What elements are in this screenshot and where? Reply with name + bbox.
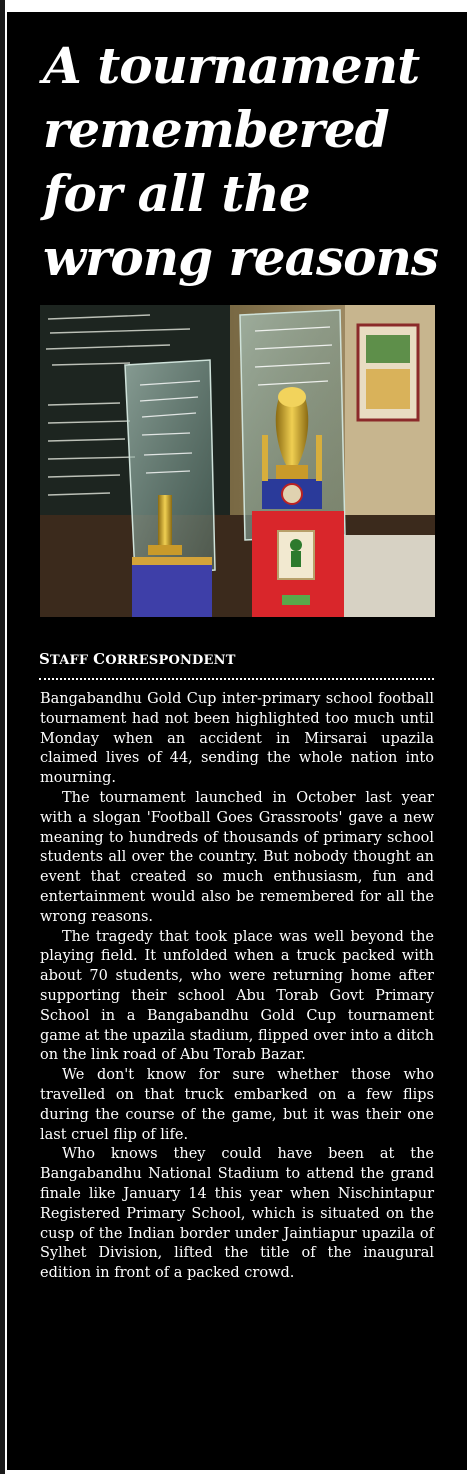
trophy-photo-icon xyxy=(40,305,435,617)
paragraph: Who knows they could have been at the Bangabandhu National Stadium to attend the grand finale like January 14 this year when Nischintapur Registered Primary School, which is situated on the cusp of the Indian border under Jaintiapur upazila of Sylhet Division, lifted the title of the inaugural edition in front of a packed crowd. xyxy=(40,1146,434,1282)
dotted-divider xyxy=(39,672,434,680)
byline-word-taff: TAFF xyxy=(50,653,94,668)
headline: A tournament remembered for all the wrong reasons xyxy=(43,36,439,287)
page-edge xyxy=(0,0,5,1483)
paragraph: The tragedy that took place was well beyond the playing field. It unfolded when a truck packed with about 70 students, who were returning home after supporting their school Abu Torab Govt Primary School in a Bangabandhu Gold Cup tournament game at the upazila stadium, flipped over into a ditch on the link road of Abu Torab Bazar. xyxy=(40,928,434,1064)
page-bottom-margin xyxy=(0,1474,472,1483)
trophy-photo xyxy=(40,305,435,617)
byline-initial-c: C xyxy=(93,650,106,668)
paragraph: Bangabandhu Gold Cup inter-primary school football tournament had not been highlighted too much until Monday when an accident in Mirsarai upazila claimed lives of 44, sending the whole nation into mourning. xyxy=(40,691,434,787)
article-column xyxy=(7,12,467,1470)
byline xyxy=(39,650,236,668)
byline-initial-s: S xyxy=(39,650,51,668)
article-body xyxy=(40,690,434,1284)
paragraph: We don't know for sure whether those who travelled on that truck embarked on a few flips during the course of the game, but it was their one last cruel flip of life. xyxy=(40,1067,434,1143)
paragraph: The tournament launched in October last year with a slogan 'Football Goes Grassroots' gave a new meaning to hundreds of thousands of primary school students all over the country. But nobody thought an event that created so much enthusiasm, fun and entertainment would also be remembered for all the wrong reasons. xyxy=(40,789,434,925)
byline-word-orrespondent: ORRESPONDENT xyxy=(105,653,236,668)
